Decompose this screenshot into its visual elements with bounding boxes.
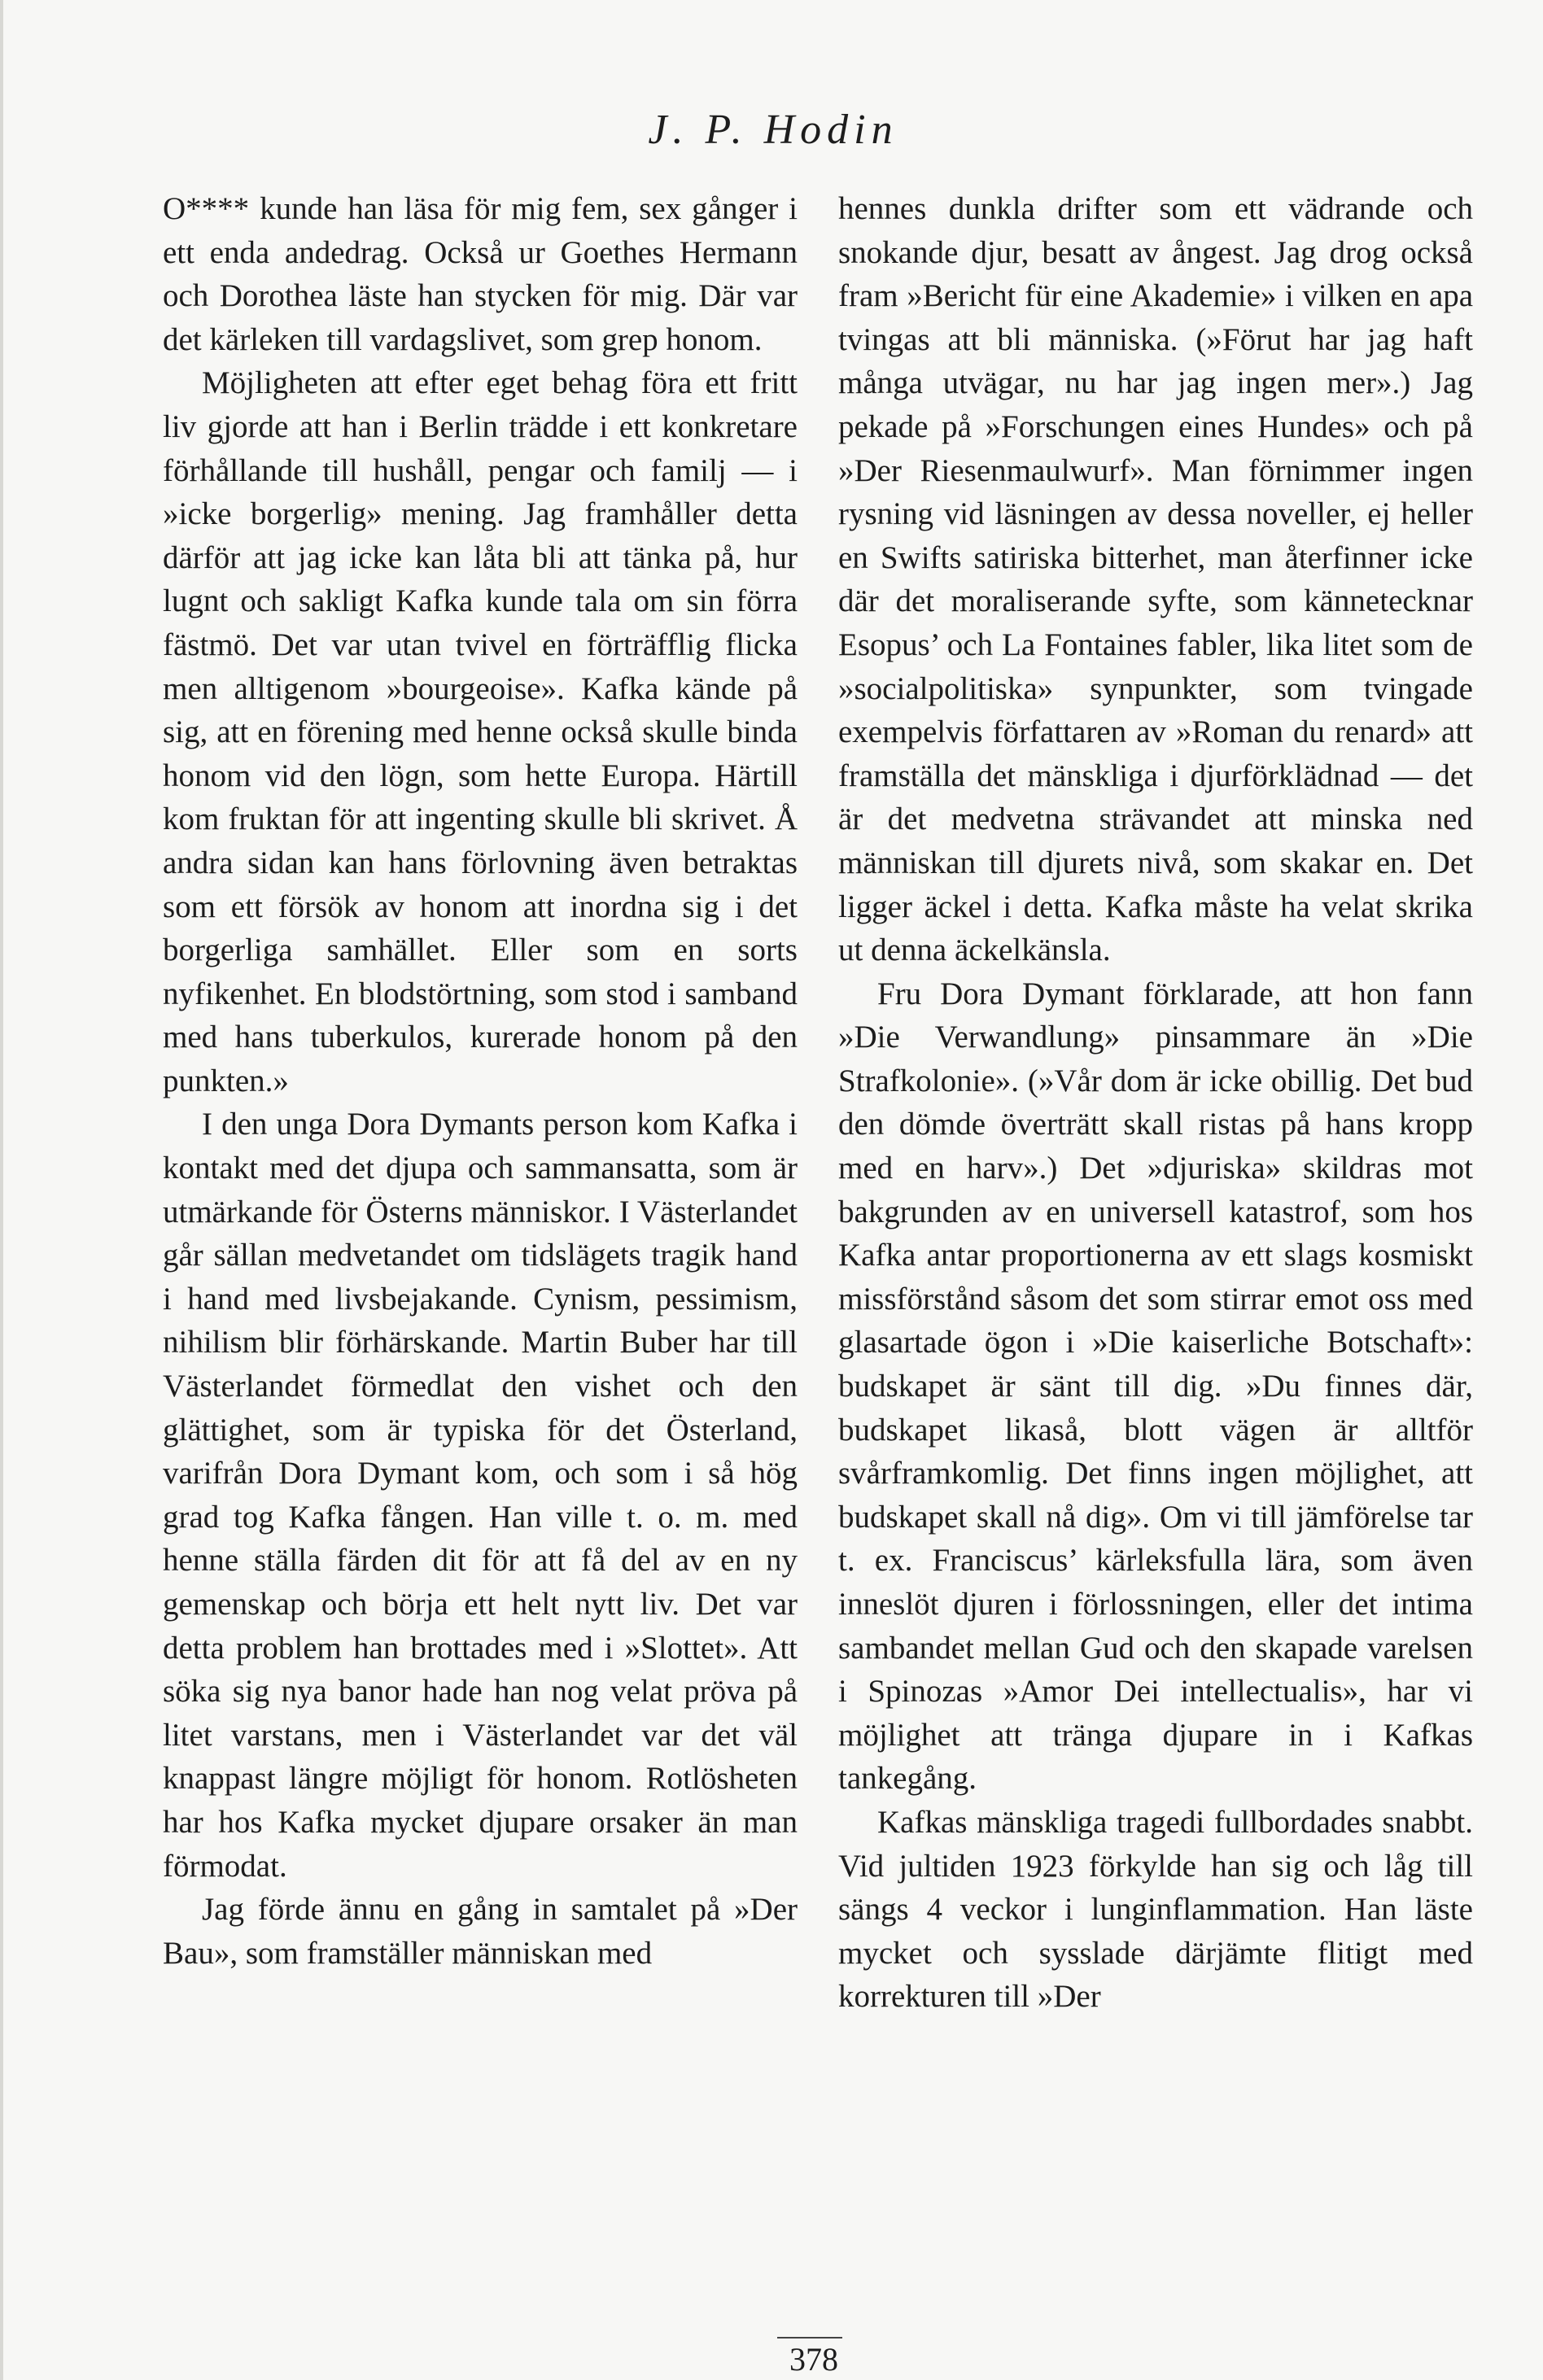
paragraph: Möjligheten att efter eget behag föra ett fritt liv gjorde att han i Berlin trädde i ett konkretare förhållande till hushåll, pengar och familj — i »icke borgerlig» mening. Jag framhåller detta därför att jag icke kan låta bli att tänka på, hur lugnt och sakligt Kafka kunde tala om sin förra fästmö. Det var utan tvivel en förträfflig flicka men alltigenom »bourgeoise». Kafka kände på sig, att en förening med henne också skulle binda honom vid den lögn, som hette Europa. Härtill kom fruktan för att ingenting skulle bli skrivet. Å andra sidan kan hans förlovning även betraktas som ett försök av honom att inordna sig i det borgerliga samhället. Eller som en sorts nyfikenhet. En blodstörtning, som stod i samband med hans tuberkulos, kurerade honom på den punkten.» [163,365,798,1098]
paragraph: hennes dunkla drifter som ett vädrande och snokande djur, besatt av ångest. Jag drog också fram »Bericht für eine Akademie» i vilken en apa tvingas att bli människa. (»Förut har jag haft många utvägar, nu har jag ingen mer».) Jag pekade på »Forschungen eines Hundes» och på »Der Riesenmaulwurf». Man förnimmer ingen rysning vid läsningen av dessa noveller, ej heller en Swifts satiriska bitterhet, man återfinner icke där det moraliserande syfte, som kännetecknar Esopus’ och La Fontaines fabler, lika litet som de »socialpolitiska» synpunkter, som tvingade exempelvis författaren av »Roman du renard» att framställa det mänskliga i djurförklädnad — det är det medvetna strävandet att minska ned människan till djurets nivå, som skakar en. Det ligger äckel i detta. Kafka måste ha velat skrika ut denna äckelkänsla. [838,191,1473,968]
paragraph: Fru Dora Dymant förklarade, att hon fann »Die Verwandlung» pinsammare än »Die Strafkolonie». (»Vår dom är icke obillig. Det bud den dömde överträtt skall ristas på hans kropp med en harv».) Det »djuriska» skildras mot bakgrunden av en universell katastrof, som hos Kafka antar proportionerna av ett slags kosmiskt missförstånd såsom det som stirrar emot oss med glasartade ögon i »Die kaiserliche Botschaft»: budskapet är sänt till dig. »Du finnes där, budskapet likaså, blott vägen är alltför svårframkomlig. Det finns ingen möjlighet, att budskapet skall nå dig». Om vi till jämförelse tar t. ex. Franciscus’ kärleksfulla lära, som även inneslöt djuren i förlossningen, eller det intima sambandet mellan Gud och den skapade varelsen i Spinozas »Amor Dei intellectualis», har vi möjlighet att tränga djupare in i Kafkas tankegång. [838,976,1473,1797]
folio-rule [777,2337,842,2339]
right-text-column [838,187,1473,2019]
running-head-author: J. P. Hodin [648,107,898,153]
left-text-column [163,187,798,1975]
paragraph: O**** kunde han läsa för mig fem, sex gånger i ett enda andedrag. Också ur Goethes Hermann och Dorothea läste han stycken för mig. Där var det kärleken till vardagslivet, som grep honom. [163,191,798,357]
paragraph: Kafkas mänskliga tragedi fullbordades snabbt. Vid jultiden 1923 förkylde han sig och låg till sängs 4 veckor i lunginflammation. Han läste mycket och sysslade därjämte flitigt med korrekturen till »Der [838,1804,1473,2015]
page-edge-shadow [0,0,3,2380]
page-number: 378 [789,2341,838,2378]
paragraph: Jag förde ännu en gång in samtalet på »Der Bau», som framställer människan med [163,1892,798,1971]
paragraph: I den unga Dora Dymants person kom Kafka i kontakt med det djupa och sammansatta, som är utmärkande för Österns människor. I Västerlandet går sällan medvetandet om tidslägets tragik hand i hand med livsbejakande. Cynism, pessimism, nihilism blir förhärskande. Martin Buber har till Västerlandet förmedlat den vishet och den glättighet, som är typiska för det Österland, varifrån Dora Dymant kom, och som i så hög grad tog Kafka fången. Han ville t. o. m. med henne ställa färden dit för att få del av en ny gemenskap och börja ett helt nytt liv. Det var detta problem han brottades med i »Slottet». Att söka sig nya banor hade han nog velat pröva på litet varstans, men i Västerlandet var det väl knappast längre möjligt för honom. Rotlösheten har hos Kafka mycket djupare orsaker än man förmodat. [163,1107,798,1884]
